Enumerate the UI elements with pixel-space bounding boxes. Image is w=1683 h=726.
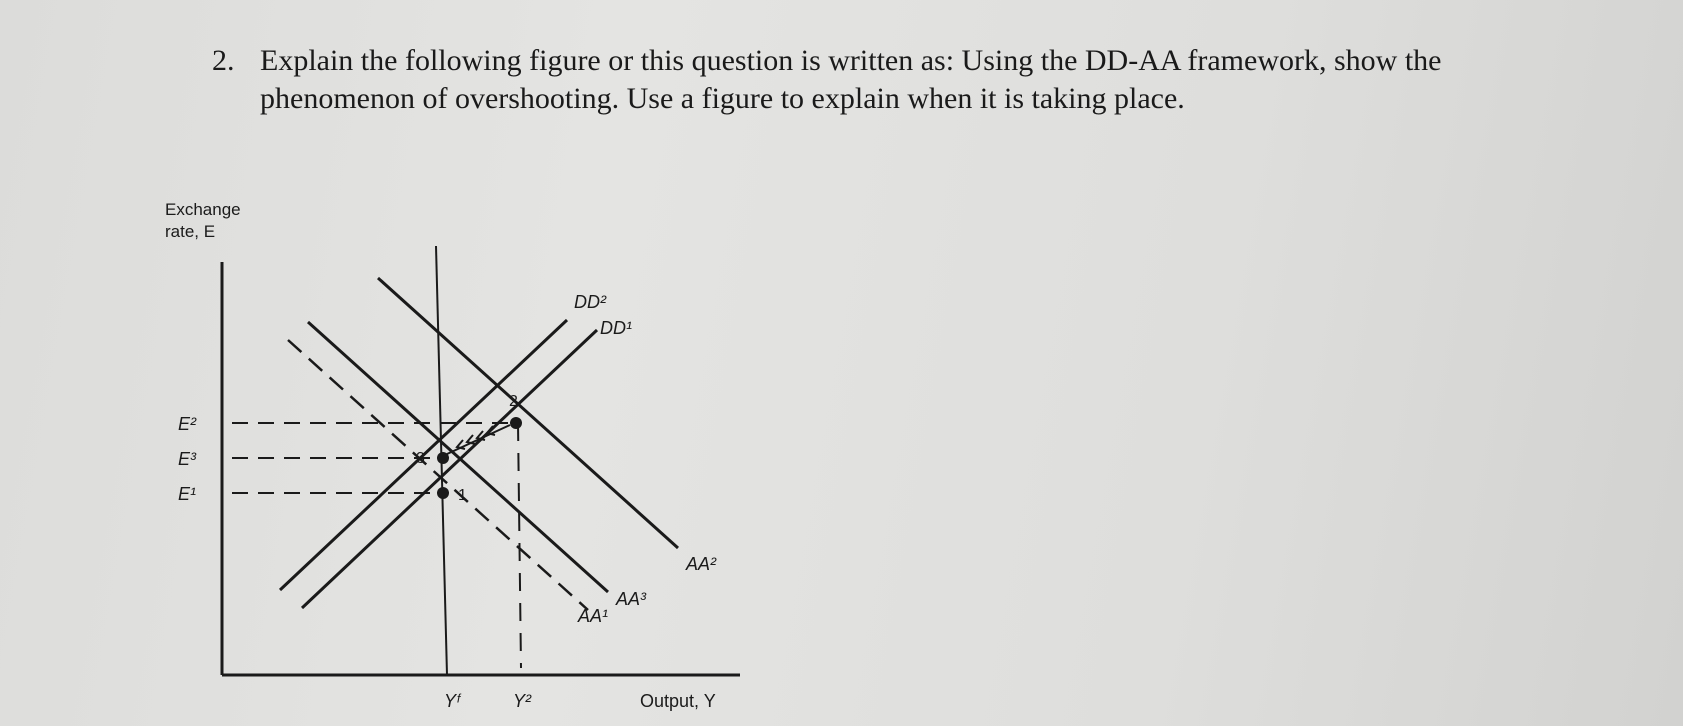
e3-tick-label: E³	[178, 449, 196, 469]
aa2-curve	[378, 278, 678, 548]
point-3-label: 3	[416, 450, 425, 467]
aa1-label: AA¹	[578, 606, 609, 626]
aa2-label: AA²	[686, 554, 717, 574]
y-axis-label-line2: rate, E	[165, 222, 216, 241]
question-number: 2.	[212, 44, 235, 77]
y2-guide-line	[518, 423, 521, 668]
dd1-curve	[302, 330, 597, 608]
y-axis-label-line1: Exchange	[165, 200, 241, 219]
point-2-marker	[510, 417, 522, 429]
x-axis-label: Output, Y	[640, 691, 716, 711]
aa3-label: AA³	[616, 589, 647, 609]
yf-tick-label: Yᶠ	[444, 691, 460, 711]
point-1-label: 1	[458, 487, 467, 504]
adjustment-path	[447, 425, 510, 454]
point-3-marker	[437, 452, 449, 464]
point-2-label: 2	[509, 393, 518, 410]
e1-tick-label: E¹	[178, 484, 196, 504]
y2-tick-label: Y²	[513, 691, 531, 711]
point-1-marker	[437, 487, 449, 499]
dd2-label: DD²	[574, 292, 606, 312]
dd1-label: DD¹	[600, 318, 632, 338]
question-text: Explain the following figure or this question is written as: Using the DD-AA framework, show the phenomenon of overshooting. Use a figure to explain when it is taking place.	[260, 44, 1442, 115]
e2-tick-label: E²	[178, 414, 196, 434]
